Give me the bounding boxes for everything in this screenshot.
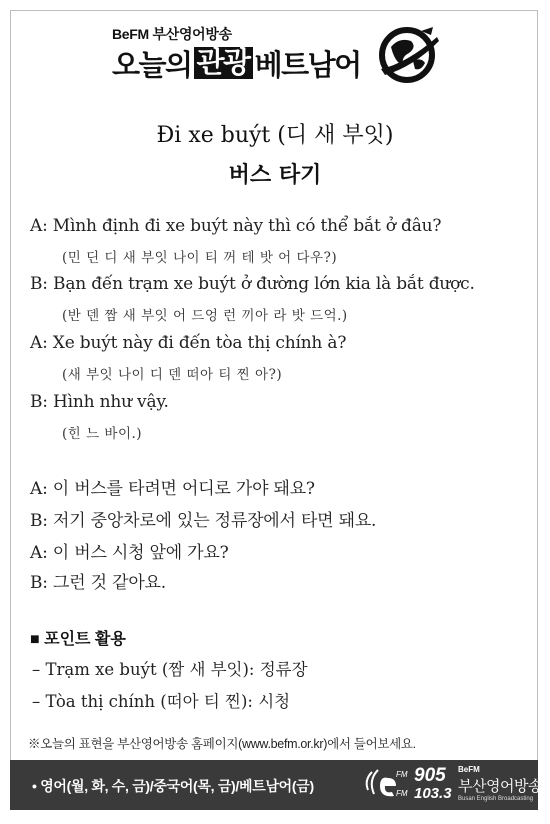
dialogue-pronunciation: (힌 느 바이.) [62, 426, 143, 442]
dialogue-pronunciation: (반 덴 짬 새 부잇 어 드엉 런 끼아 라 밧 드억.) [62, 308, 348, 324]
footer-befm: BeFM [458, 765, 480, 774]
korean-line: B: 그런 것 같아요. [30, 573, 166, 593]
footer-fm-label: FM [396, 789, 408, 798]
dialogue-line: A: Mình định đi xe buýt này thì có thể bắt ở đâu? [30, 216, 442, 236]
globe-plane-logo-icon [377, 23, 441, 85]
brand-title-prefix: 오늘의 [112, 49, 192, 82]
footer-station-name: 부산영어방송 [458, 778, 542, 795]
brand-title-suffix: 베트남어 [254, 49, 361, 82]
homepage-notice: ※오늘의 표현을 부산영어방송 홈페이지(www.befm.or.kr)에서 들어보세요. [28, 737, 416, 751]
point-item: – Trạm xe buýt (짬 새 부잇): 정류장 [32, 660, 308, 679]
footer-language-schedule: • 영어(월, 화, 수, 금)/중국어(목, 금)/베트남어(금) [32, 778, 314, 794]
korean-line: A: 이 버스를 타려면 어디로 가야 돼요? [30, 479, 315, 499]
brand-title-boxed: 관광 [194, 47, 253, 79]
lesson-title-korean: 버스 타기 [228, 162, 322, 188]
brand-station-name: BeFM 부산영어방송 [112, 26, 232, 42]
footer-frequency-905: 905 [414, 765, 446, 786]
dialogue-line: A: Xe buýt này đi đến tòa thị chính à? [30, 333, 347, 353]
footer-station-english: Busan English Broadcasting [458, 796, 534, 802]
korean-line: A: 이 버스 시청 앞에 가요? [30, 543, 229, 563]
point-item: – Tòa thị chính (떠아 티 찐): 시청 [32, 692, 291, 711]
footer-frequency-1033: 103.3 [414, 785, 452, 802]
lesson-title-vietnamese: Đi xe buýt (디 새 부잇) [156, 123, 394, 148]
dialogue-line: B: Bạn đến trạm xe buýt ở đường lớn kia là bắt được. [30, 274, 475, 294]
point-heading: ■ 포인트 활용 [30, 631, 126, 648]
korean-line: B: 저기 중앙차로에 있는 정류장에서 타면 돼요. [30, 511, 377, 531]
dialogue-pronunciation: (민 딘 디 새 부잇 나이 티 꺼 테 밧 어 다우?) [62, 250, 338, 266]
brand-program-title [112, 44, 361, 82]
dialogue-line: B: Hình như vậy. [30, 392, 169, 412]
footer-fm-label: FM [396, 770, 408, 779]
dialogue-pronunciation: (새 부잇 나이 디 덴 떠아 티 찐 아?) [62, 367, 283, 383]
